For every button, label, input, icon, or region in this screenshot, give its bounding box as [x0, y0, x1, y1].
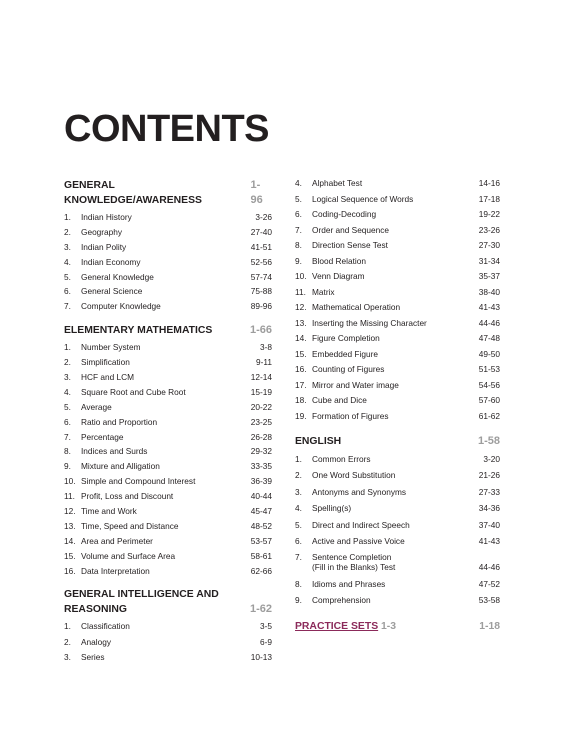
section-title-line1: GENERAL INTELLIGENCE AND [64, 589, 219, 601]
entry-number: 2. [64, 636, 71, 647]
entry-pages: 36-39 [250, 476, 272, 487]
toc-entry [64, 491, 272, 501]
entry-topic: HCF and LCM [81, 372, 135, 383]
reasoning-topic-list [64, 621, 272, 662]
entry-pages: 52-56 [250, 256, 272, 267]
entry-topic: Geography [81, 226, 123, 237]
toc-entry [295, 595, 500, 605]
entry-pages: 3-5 [260, 621, 272, 632]
toc-entry [64, 476, 272, 486]
entry-pages: 38-40 [478, 286, 500, 297]
entry-topic: Data Interpretation [81, 565, 150, 576]
entry-number: 6. [64, 286, 71, 297]
entry-pages: 3-26 [255, 212, 272, 222]
entry-number: 17. [295, 379, 307, 390]
section-title: ENGLISH [295, 436, 342, 447]
entry-topic: Time, Speed and Distance [81, 520, 179, 531]
entry-pages: 61-62 [478, 410, 500, 421]
entry-topic: Computer Knowledge [81, 301, 161, 312]
toc-entry [64, 227, 272, 237]
entry-number: 8. [295, 240, 302, 250]
toc-entry [295, 536, 500, 546]
entry-number: 9. [64, 461, 71, 472]
entry-pages: 23-25 [250, 416, 272, 427]
entry-number: 1. [64, 212, 71, 222]
toc-entry [295, 209, 500, 219]
entry-number: 8. [64, 446, 71, 457]
entry-number: 14. [295, 333, 307, 343]
entry-number: 7. [64, 301, 71, 312]
entry-number: 8. [295, 578, 302, 589]
entry-topic: General Science [81, 286, 143, 297]
page-title: CONTENTS [64, 108, 269, 150]
section-heading-gk [64, 178, 272, 208]
entry-topic: Active and Passive Voice [312, 535, 405, 546]
toc-entry [295, 349, 500, 359]
section-page-range: 1-96 [250, 179, 263, 206]
entry-topic: Idioms and Phrases [312, 578, 386, 589]
entry-pages: 40-44 [250, 491, 272, 502]
toc-entry [64, 566, 272, 576]
entry-topic: Direction Sense Test [312, 240, 388, 250]
entry-pages: 47-52 [478, 578, 500, 589]
entry-topic: Indian History [81, 212, 132, 222]
entry-number: 15. [295, 348, 307, 359]
entry-number: 4. [64, 256, 71, 267]
entry-pages: 3-8 [260, 342, 272, 353]
entry-number: 2. [64, 357, 71, 368]
entry-pages: 27-40 [250, 226, 272, 237]
math-topic-list [64, 342, 272, 575]
reasoning-topic-list-continued [295, 178, 500, 421]
entry-number: 6. [295, 535, 302, 546]
entry-number: 11. [295, 286, 306, 297]
entry-pages: 57-60 [478, 395, 500, 405]
entry-topic: Analogy [81, 636, 111, 647]
entry-number: 3. [295, 486, 302, 497]
toc-entry [295, 225, 500, 235]
entry-topic: Area and Perimeter [81, 535, 153, 546]
toc-entry [64, 242, 272, 252]
toc-entry [64, 402, 272, 412]
entry-number: 5. [295, 193, 302, 204]
toc-entry [295, 454, 500, 464]
entry-number: 10. [64, 476, 76, 487]
toc-entry [295, 395, 500, 405]
entry-topic: Mirror and Water image [312, 379, 399, 390]
entry-pages: 20-22 [250, 401, 272, 412]
entry-topic [312, 552, 479, 572]
entry-topic: Ratio and Proportion [81, 416, 158, 427]
contents-right-column [295, 178, 500, 634]
toc-entry [64, 372, 272, 382]
entry-pages: 53-58 [478, 595, 500, 606]
entry-number: 6. [295, 209, 302, 219]
entry-pages: 26-28 [250, 431, 272, 442]
entry-number: 13. [295, 317, 307, 328]
entry-topic: General Knowledge [81, 271, 154, 282]
entry-topic: Classification [81, 621, 130, 632]
toc-entry [64, 461, 272, 471]
entry-pages: 48-52 [250, 520, 272, 531]
entry-number: 12. [295, 302, 307, 312]
toc-entry [64, 652, 272, 662]
toc-entry [64, 357, 272, 367]
entry-pages: 14-16 [478, 178, 500, 188]
toc-entry [64, 301, 272, 311]
entry-topic: Time and Work [81, 506, 137, 517]
entry-number: 7. [64, 431, 71, 442]
section-title: ELEMENTARY MATHEMATICS [64, 325, 213, 337]
entry-number: 7. [295, 552, 302, 563]
entry-topic: Series [81, 652, 105, 663]
toc-entry [295, 302, 500, 312]
entry-number: 16. [295, 364, 307, 374]
toc-entry [295, 178, 500, 188]
entry-pages: 41-43 [478, 302, 500, 312]
entry-number: 3. [64, 241, 71, 252]
entry-topic: Venn Diagram [312, 271, 365, 281]
section-title-line2: REASONING [64, 604, 127, 616]
entry-pages: 54-56 [478, 379, 500, 390]
entry-pages: 75-88 [250, 286, 272, 297]
entry-topic: Direct and Indirect Speech [312, 519, 410, 530]
entry-topic: Volume and Surface Area [81, 550, 176, 561]
entry-pages: 19-22 [478, 209, 500, 219]
entry-number: 13. [64, 520, 76, 531]
entry-pages: 3-20 [483, 454, 500, 464]
entry-topic: Indices and Surds [81, 446, 148, 457]
entry-topic: Simple and Compound Interest [81, 476, 196, 487]
entry-topic: Number System [81, 342, 141, 353]
entry-topic: Comprehension [312, 595, 371, 606]
toc-entry [295, 411, 500, 421]
entry-number: 11. [64, 491, 75, 502]
entry-topic-line1: Sentence Completion [312, 552, 392, 563]
entry-topic: Order and Sequence [312, 224, 390, 235]
entry-pages: 47-48 [478, 333, 500, 343]
entry-pages: 21-26 [478, 470, 500, 481]
entry-topic: Inserting the Missing Character [312, 317, 427, 328]
section-heading-practice-sets[interactable] [295, 620, 500, 634]
entry-pages: 44-46 [478, 562, 500, 573]
entry-pages: 44-46 [478, 317, 500, 328]
entry-topic: Logical Sequence of Words [312, 193, 414, 204]
entry-topic: Mathematical Operation [312, 302, 401, 312]
toc-entry [64, 286, 272, 296]
entry-number: 6. [64, 416, 71, 427]
entry-pages: 9-11 [256, 357, 272, 368]
toc-entry [64, 432, 272, 442]
entry-pages: 10-13 [250, 652, 272, 663]
entry-topic: Percentage [81, 431, 124, 442]
entry-number: 1. [295, 454, 302, 464]
entry-topic: Profit, Loss and Discount [81, 491, 174, 502]
entry-topic: One Word Substitution [312, 470, 396, 481]
toc-entry [295, 364, 500, 374]
toc-entry [64, 257, 272, 267]
toc-entry [64, 536, 272, 546]
entry-topic: Coding-Decoding [312, 209, 377, 219]
entry-number: 2. [295, 470, 302, 481]
entry-pages: 41-43 [478, 535, 500, 546]
entry-number: 2. [64, 226, 71, 237]
entry-topic: Spelling(s) [312, 503, 352, 514]
entry-pages: 17-18 [478, 193, 500, 204]
entry-pages: 35-37 [478, 271, 500, 281]
entry-pages: 29-32 [250, 446, 272, 457]
entry-topic: Figure Completion [312, 333, 380, 343]
toc-entry [64, 417, 272, 427]
entry-pages: 37-40 [478, 519, 500, 530]
entry-topic-line2: (Fill in the Blanks) Test [312, 562, 396, 573]
entry-number: 14. [64, 535, 76, 546]
entry-topic: Square Root and Cube Root [81, 386, 186, 397]
section-heading-reasoning [64, 587, 272, 617]
toc-entry [295, 380, 500, 390]
entry-pages: 62-66 [250, 565, 272, 576]
toc-entry [295, 503, 500, 513]
entry-topic: Common Errors [312, 454, 371, 464]
toc-entry [64, 621, 272, 631]
entry-pages: 23-26 [478, 224, 500, 235]
entry-pages: 45-47 [250, 506, 272, 517]
toc-entry [64, 551, 272, 561]
entry-number: 16. [64, 565, 76, 576]
section-page-range: 1-66 [249, 324, 272, 337]
entry-number: 9. [295, 255, 302, 266]
entry-number: 4. [295, 178, 302, 188]
entry-pages: 27-30 [478, 240, 500, 250]
section-page-range: 1-62 [249, 603, 272, 616]
entry-topic: Average [81, 401, 112, 412]
toc-entry [64, 446, 272, 456]
section-heading-english [295, 434, 500, 449]
toc-entry [295, 579, 500, 589]
toc-entry [295, 470, 500, 480]
entry-number: 5. [295, 519, 302, 530]
entry-topic: Simplification [81, 357, 130, 368]
section-title[interactable]: PRACTICE SETS [295, 620, 379, 632]
entry-pages: 27-33 [478, 486, 500, 497]
entry-pages: 57-74 [250, 271, 272, 282]
entry-number: 4. [64, 386, 71, 397]
entry-pages: 6-9 [260, 636, 272, 647]
entry-number: 7. [295, 224, 302, 235]
section-heading-math [64, 323, 272, 338]
toc-entry [295, 271, 500, 281]
entry-number: 10. [295, 271, 307, 281]
gk-topic-list [64, 212, 272, 311]
practice-sets-count: 1-3 [381, 620, 397, 632]
toc-entry [64, 342, 272, 352]
entry-pages: 34-36 [478, 503, 500, 514]
toc-entry [64, 637, 272, 647]
toc-entry [64, 506, 272, 516]
toc-entry [295, 552, 500, 572]
entry-pages: 58-61 [250, 550, 272, 561]
entry-pages: 12-14 [250, 372, 272, 383]
english-topic-list [295, 454, 500, 605]
entry-topic: Antonyms and Synonyms [312, 486, 407, 497]
practice-sets-link[interactable] [295, 620, 396, 634]
toc-entry [64, 212, 272, 222]
entry-topic: Indian Polity [81, 241, 127, 252]
entry-pages: 31-34 [478, 255, 500, 266]
toc-entry [295, 287, 500, 297]
entry-pages: 49-50 [478, 348, 500, 359]
entry-topic: Matrix [312, 286, 335, 297]
toc-entry [295, 520, 500, 530]
entry-number: 1. [64, 621, 71, 632]
toc-entry [295, 194, 500, 204]
entry-topic: Embedded Figure [312, 348, 378, 359]
entry-number: 3. [64, 372, 71, 383]
entry-number: 12. [64, 506, 76, 517]
entry-pages: 89-96 [250, 301, 272, 312]
entry-number: 1. [64, 342, 71, 353]
toc-entry [295, 318, 500, 328]
entry-number: 19. [295, 410, 307, 421]
entry-number: 3. [64, 652, 71, 663]
toc-entry [295, 256, 500, 266]
entry-pages: 53-57 [250, 535, 272, 546]
entry-number: 15. [64, 550, 76, 561]
toc-entry [64, 272, 272, 282]
entry-number: 18. [295, 395, 307, 405]
entry-number: 5. [64, 271, 71, 282]
section-title: GENERAL KNOWLEDGE/AWARENESS [64, 180, 202, 206]
entry-topic: Counting of Figures [312, 364, 385, 374]
entry-pages: 33-35 [250, 461, 272, 472]
toc-entry [295, 333, 500, 343]
entry-pages: 15-19 [250, 386, 272, 397]
entry-number: 5. [64, 401, 71, 412]
entry-topic: Indian Economy [81, 256, 141, 267]
section-page-range: 1-18 [479, 620, 500, 632]
entry-pages: 41-51 [250, 241, 272, 252]
toc-entry [295, 487, 500, 497]
entry-topic: Blood Relation [312, 255, 366, 266]
contents-left-column [64, 178, 272, 667]
entry-topic: Mixture and Alligation [81, 461, 160, 472]
entry-pages: 51-53 [478, 364, 500, 374]
section-page-range: 1-58 [477, 435, 500, 447]
toc-entry [64, 521, 272, 531]
entry-topic: Alphabet Test [312, 178, 363, 188]
entry-topic: Cube and Dice [312, 395, 367, 405]
entry-topic: Formation of Figures [312, 410, 389, 421]
toc-entry [295, 240, 500, 250]
toc-entry [64, 387, 272, 397]
section-title [64, 587, 219, 617]
entry-number: 4. [295, 503, 302, 514]
entry-number: 9. [295, 595, 302, 606]
